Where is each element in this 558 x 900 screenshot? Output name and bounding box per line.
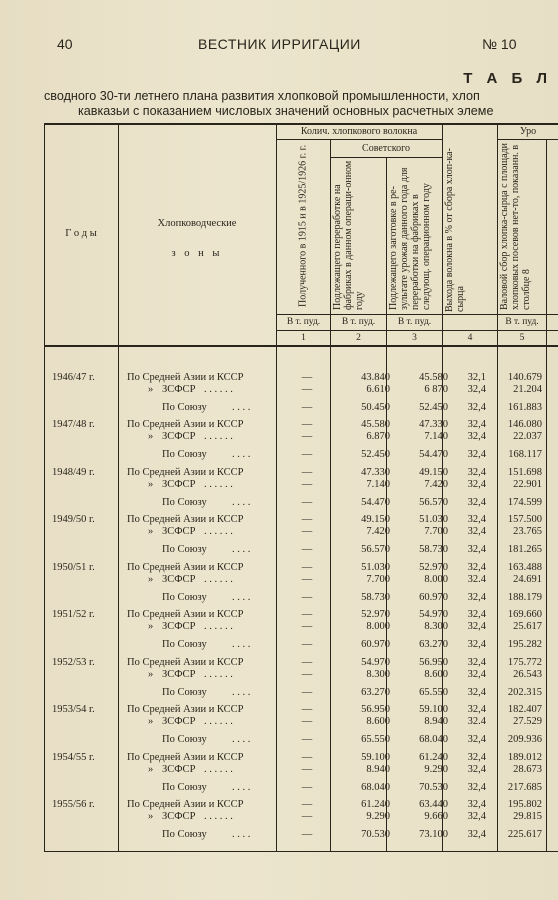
cell-col1: — <box>301 687 313 698</box>
cell-col3: 73.100 <box>419 829 448 840</box>
cell-col5: 140.679 <box>507 372 542 383</box>
leader-dots: . . . . . . <box>204 669 233 680</box>
cell-col1: — <box>301 592 313 603</box>
cell-col2: 8.000 <box>366 621 390 632</box>
row-year: 1950/51 г. <box>52 562 95 573</box>
unit-col2: В т. пуд. <box>341 317 376 327</box>
cell-col4: 32,4 <box>467 782 486 793</box>
cell-col3: 58.730 <box>419 544 448 555</box>
cell-col4: 32,4 <box>467 592 486 603</box>
ditto-mark: » <box>148 669 154 680</box>
cell-col1: — <box>301 704 313 715</box>
row-zone-union: По Союзу <box>162 592 207 603</box>
cell-col5: 22.037 <box>513 431 542 442</box>
cell-col5: 146.080 <box>507 419 542 430</box>
journal-title: ВЕСТНИК ИРРИГАЦИИ <box>198 36 361 52</box>
leader-dots: . . . . <box>232 402 251 413</box>
cell-col5: 175.772 <box>507 657 542 668</box>
cell-col2: 45.580 <box>361 419 390 430</box>
row-year: 1946/47 г. <box>52 372 95 383</box>
cell-col2: 9.290 <box>366 811 390 822</box>
cell-col2: 61.240 <box>361 799 390 810</box>
cell-col5: 174.599 <box>507 497 542 508</box>
cell-col2: 58.730 <box>361 592 390 603</box>
row-year: 1949/50 г. <box>52 514 95 525</box>
cell-col4: 32,4 <box>467 657 486 668</box>
cell-col4: 32,4 <box>467 811 486 822</box>
row-zone-asia: По Средней Азии и КССР <box>127 609 244 620</box>
cell-col4: 32,4 <box>467 419 486 430</box>
cell-col1: — <box>301 467 313 478</box>
cell-col3: 9.660 <box>424 811 448 822</box>
cell-col3: 47.330 <box>419 419 448 430</box>
fiber-group-rule <box>276 139 442 140</box>
ditto-mark: » <box>148 526 154 537</box>
leader-dots: . . . . <box>232 687 251 698</box>
page-number: 40 <box>57 36 73 52</box>
col-rule-1 <box>330 139 331 852</box>
header-col4: Выхода волокна в % от сбора хлоп-ка-сырца <box>444 148 466 312</box>
cell-col4: 32,4 <box>467 829 486 840</box>
cell-col2: 8.300 <box>366 669 390 680</box>
row-zone-asia: По Средней Азии и КССР <box>127 562 244 573</box>
leader-dots: . . . . <box>232 639 251 650</box>
cell-col1: — <box>301 449 313 460</box>
row-zone-zsfsr: ЗСФСР <box>162 716 196 727</box>
cell-col3: 7.140 <box>424 431 448 442</box>
row-zone-union: По Союзу <box>162 639 207 650</box>
cell-col5: 189.012 <box>507 752 542 763</box>
cell-col5: 22.901 <box>513 479 542 490</box>
cell-col5: 209.936 <box>507 734 542 745</box>
row-zone-union: По Союзу <box>162 402 207 413</box>
leader-dots: . . . . <box>232 782 251 793</box>
cell-col3: 51.030 <box>419 514 448 525</box>
cell-col1: — <box>301 752 313 763</box>
cell-col5: 195.802 <box>507 799 542 810</box>
row-zone-asia: По Средней Азии и КССР <box>127 752 244 763</box>
cell-col2: 47.330 <box>361 467 390 478</box>
cell-col5: 161.883 <box>507 402 542 413</box>
header-soviet: Советского <box>362 143 410 154</box>
row-zone-zsfsr: ЗСФСР <box>162 764 196 775</box>
cell-col4: 32,4 <box>467 734 486 745</box>
table-bottom-rule <box>44 851 558 852</box>
cell-col1: — <box>301 716 313 727</box>
cell-col2: 7.420 <box>366 526 390 537</box>
cell-col4: 32.4 <box>467 574 486 585</box>
cell-col1: — <box>301 526 313 537</box>
cell-col3: 63.440 <box>419 799 448 810</box>
leader-dots: . . . . <box>232 829 251 840</box>
cell-col5: 26.543 <box>513 669 542 680</box>
row-year: 1948/49 г. <box>52 467 95 478</box>
cell-col3: 7.700 <box>424 526 448 537</box>
cell-col2: 50.450 <box>361 402 390 413</box>
unit-row-rule <box>276 314 558 315</box>
cell-col4: 32,1 <box>467 372 486 383</box>
cell-col3: 52.970 <box>419 562 448 573</box>
cell-col2: 8.600 <box>366 716 390 727</box>
cell-col1: — <box>301 544 313 555</box>
cell-col1: — <box>301 764 313 775</box>
number-row-rule <box>276 330 558 331</box>
row-year: 1951/52 г. <box>52 609 95 620</box>
ditto-mark: » <box>148 384 154 395</box>
cell-col1: — <box>301 574 313 585</box>
cell-col3: 59.100 <box>419 704 448 715</box>
cell-col4: 32.4 <box>467 716 486 727</box>
cell-col4: 32,4 <box>467 621 486 632</box>
row-year: 1953/54 г. <box>52 704 95 715</box>
row-zone-zsfsr: ЗСФСР <box>162 574 196 585</box>
colnum-1: 1 <box>301 333 306 343</box>
cell-col4: 32,4 <box>467 514 486 525</box>
row-zone-union: По Союзу <box>162 734 207 745</box>
header-bottom-rule <box>44 345 558 347</box>
cell-col1: — <box>301 372 313 383</box>
cell-col3: 8.600 <box>424 669 448 680</box>
cell-col4: 32,4 <box>467 479 486 490</box>
header-zones-1: Хлопководческие <box>157 218 237 229</box>
cell-col2: 7.700 <box>366 574 390 585</box>
cell-col4: 32,4 <box>467 467 486 478</box>
cell-col2: 6.870 <box>366 431 390 442</box>
cell-col3: 68.040 <box>419 734 448 745</box>
col-rule-years <box>118 123 119 852</box>
cell-col1: — <box>301 431 313 442</box>
cell-col1: — <box>301 562 313 573</box>
row-zone-union: По Союзу <box>162 782 207 793</box>
unit-col3: В т. пуд. <box>397 317 432 327</box>
cell-col1: — <box>301 669 313 680</box>
col-rule-5 <box>546 139 547 852</box>
cell-col2: 54.470 <box>361 497 390 508</box>
cell-col4: 32,4 <box>467 752 486 763</box>
cell-col1: — <box>301 621 313 632</box>
row-zone-union: По Союзу <box>162 687 207 698</box>
cell-col3: 6 870 <box>424 384 448 395</box>
row-zone-zsfsr: ЗСФСР <box>162 384 196 395</box>
table-heading: Т А Б Л <box>463 70 552 87</box>
ditto-mark: » <box>148 431 154 442</box>
cell-col1: — <box>301 782 313 793</box>
cell-col4: 32,4 <box>467 562 486 573</box>
cell-col4: 32,4 <box>467 764 486 775</box>
cell-col3: 70.530 <box>419 782 448 793</box>
row-zone-zsfsr: ЗСФСР <box>162 621 196 632</box>
cell-col5: 181.265 <box>507 544 542 555</box>
cell-col3: 54.970 <box>419 609 448 620</box>
row-zone-zsfsr: ЗСФСР <box>162 669 196 680</box>
cell-col3: 8.300 <box>424 621 448 632</box>
unit-col5: В т. пуд. <box>505 317 539 327</box>
cell-col5: 195.282 <box>507 639 542 650</box>
leader-dots: . . . . <box>232 497 251 508</box>
cell-col4: 32,4 <box>467 544 486 555</box>
leader-dots: . . . . . . <box>204 574 233 585</box>
row-zone-zsfsr: ЗСФСР <box>162 479 196 490</box>
row-year: 1947/48 г. <box>52 419 95 430</box>
cell-col2: 43.840 <box>361 372 390 383</box>
row-year: 1952/53 г. <box>52 657 95 668</box>
cell-col5: 25.617 <box>513 621 542 632</box>
header-zones-2: з о н ы <box>171 248 223 259</box>
leader-dots: . . . . . . <box>204 479 233 490</box>
cell-col4: 32,4 <box>467 497 486 508</box>
leader-dots: . . . . . . <box>204 384 233 395</box>
cell-col2: 8.940 <box>366 764 390 775</box>
cell-col2: 59.100 <box>361 752 390 763</box>
leader-dots: . . . . . . <box>204 716 233 727</box>
cell-col3: 52.450 <box>419 402 448 413</box>
header-yield-group: Уро <box>519 126 537 137</box>
cell-col2: 60.970 <box>361 639 390 650</box>
unit-col1: В т. пуд. <box>286 317 321 327</box>
ditto-mark: » <box>148 479 154 490</box>
cell-col3: 54.470 <box>419 449 448 460</box>
cell-col5: 225.617 <box>507 829 542 840</box>
leader-dots: . . . . . . <box>204 526 233 537</box>
row-zone-union: По Союзу <box>162 449 207 460</box>
cell-col1: — <box>301 609 313 620</box>
cell-col1: — <box>301 829 313 840</box>
leader-dots: . . . . . . <box>204 811 233 822</box>
row-zone-asia: По Средней Азии и КССР <box>127 372 244 383</box>
colnum-5: 5 <box>519 333 525 343</box>
cell-col4: 32,4 <box>467 526 486 537</box>
cell-col5: 217.685 <box>507 782 542 793</box>
cell-col5: 182.407 <box>507 704 542 715</box>
cell-col2: 52.970 <box>361 609 390 620</box>
cell-col4: 32,4 <box>467 609 486 620</box>
cell-col2: 51.030 <box>361 562 390 573</box>
cell-col4: 32,4 <box>467 669 486 680</box>
cell-col3: 9.290 <box>424 764 448 775</box>
cell-col5: 29.815 <box>513 811 542 822</box>
leader-dots: . . . . . . <box>204 764 233 775</box>
colnum-3: 3 <box>412 333 417 343</box>
ditto-mark: » <box>148 574 154 585</box>
cell-col4: 32,4 <box>467 639 486 650</box>
header-col5: Валовой сбор хлопка-сырца с площади хлопковых посевов нет-то, показанн. в столбце 8 <box>499 143 532 310</box>
cell-col2: 63.270 <box>361 687 390 698</box>
row-zone-asia: По Средней Азии и КССР <box>127 799 244 810</box>
cell-col2: 70.530 <box>361 829 390 840</box>
cell-col2: 49.150 <box>361 514 390 525</box>
cell-col2: 52.450 <box>361 449 390 460</box>
cell-col3: 56.950 <box>419 657 448 668</box>
cell-col4: 32,4 <box>467 799 486 810</box>
issue-number: № 10 <box>482 36 517 52</box>
cell-col3: 7.420 <box>424 479 448 490</box>
table-subtitle-line2: кавказьи с показанием числовых значений основных расчетных элеме <box>78 104 494 118</box>
cell-col1: — <box>301 514 313 525</box>
cell-col3: 56.570 <box>419 497 448 508</box>
row-zone-union: По Союзу <box>162 544 207 555</box>
header-col2: Подлежащего переработке на фабриках в данном операци-онном году <box>332 160 365 310</box>
cell-col1: — <box>301 497 313 508</box>
col-rule-left <box>44 123 45 852</box>
cell-col2: 65.550 <box>361 734 390 745</box>
cell-col5: 157.500 <box>507 514 542 525</box>
leader-dots: . . . . <box>232 592 251 603</box>
cell-col5: 202.315 <box>507 687 542 698</box>
cell-col1: — <box>301 657 313 668</box>
row-zone-zsfsr: ЗСФСР <box>162 811 196 822</box>
cell-col5: 188.179 <box>507 592 542 603</box>
ditto-mark: » <box>148 811 154 822</box>
cell-col4: 32,4 <box>467 384 486 395</box>
ditto-mark: » <box>148 621 154 632</box>
cell-col5: 27.529 <box>513 716 542 727</box>
cell-col4: 32,4 <box>467 449 486 460</box>
cell-col2: 56.570 <box>361 544 390 555</box>
cell-col4: 32,4 <box>467 687 486 698</box>
cell-col2: 54.970 <box>361 657 390 668</box>
cell-col5: 21.204 <box>513 384 542 395</box>
table-subtitle-line1: сводного 30-ти летнего плана развития хлопковой промышленности, хлоп <box>44 89 480 103</box>
cell-col1: — <box>301 734 313 745</box>
header-fiber-group: Колич. хлопкового волокна <box>300 126 418 137</box>
row-zone-union: По Союзу <box>162 829 207 840</box>
cell-col1: — <box>301 639 313 650</box>
cell-col3: 8.000 <box>424 574 448 585</box>
cell-col3: 60.970 <box>419 592 448 603</box>
cell-col2: 6.610 <box>366 384 390 395</box>
row-year: 1955/56 г. <box>52 799 95 810</box>
row-zone-asia: По Средней Азии и КССР <box>127 419 244 430</box>
colnum-4: 4 <box>467 333 473 343</box>
header-years: Г о д ы <box>65 228 97 239</box>
cell-col5: 168.117 <box>508 449 542 460</box>
cell-col4: 32,4 <box>467 431 486 442</box>
row-zone-zsfsr: ЗСФСР <box>162 431 196 442</box>
row-zone-asia: По Средней Азии и КССР <box>127 657 244 668</box>
leader-dots: . . . . <box>232 449 251 460</box>
cell-col3: 61.240 <box>419 752 448 763</box>
cell-col3: 49.150 <box>419 467 448 478</box>
cell-col5: 23.765 <box>513 526 542 537</box>
colnum-2: 2 <box>356 333 361 343</box>
ditto-mark: » <box>148 764 154 775</box>
row-zone-asia: По Средней Азии и КССР <box>127 467 244 478</box>
row-zone-asia: По Средней Азии и КССР <box>127 704 244 715</box>
cell-col2: 7.140 <box>366 479 390 490</box>
row-zone-asia: По Средней Азии и КССР <box>127 514 244 525</box>
leader-dots: . . . . . . <box>204 621 233 632</box>
cell-col3: 65.550 <box>419 687 448 698</box>
cell-col5: 169.660 <box>507 609 542 620</box>
cell-col5: 24.691 <box>513 574 542 585</box>
cell-col1: — <box>301 479 313 490</box>
cell-col4: 32,4 <box>467 402 486 413</box>
cell-col3: 8.940 <box>424 716 448 727</box>
table-top-rule <box>44 123 558 125</box>
running-header <box>0 36 558 56</box>
cell-col1: — <box>301 419 313 430</box>
row-year: 1954/55 г. <box>52 752 95 763</box>
cell-col3: 63.270 <box>419 639 448 650</box>
cell-col2: 56.950 <box>361 704 390 715</box>
col-rule-zones <box>276 123 277 852</box>
cell-col1: — <box>301 402 313 413</box>
row-zone-union: По Союзу <box>162 497 207 508</box>
cell-col5: 163.488 <box>507 562 542 573</box>
cell-col1: — <box>301 811 313 822</box>
cell-col1: — <box>301 384 313 395</box>
cell-col3: 45.580 <box>419 372 448 383</box>
cell-col4: 32,4 <box>467 704 486 715</box>
cell-col2: 68.040 <box>361 782 390 793</box>
leader-dots: . . . . <box>232 544 251 555</box>
ditto-mark: » <box>148 716 154 727</box>
cell-col5: 151.698 <box>507 467 542 478</box>
cell-col1: — <box>301 799 313 810</box>
col-rule-4 <box>497 123 498 852</box>
leader-dots: . . . . <box>232 734 251 745</box>
cell-col5: 28.673 <box>513 764 542 775</box>
header-col1: Полученного в 1915 и в 1925/1926 г. г. <box>297 144 309 308</box>
row-zone-zsfsr: ЗСФСР <box>162 526 196 537</box>
header-col3: Подлежащего заготовке в ре-зультате урожая данного года для переработки на фабриках в следующ. операционном году <box>388 167 432 310</box>
leader-dots: . . . . . . <box>204 431 233 442</box>
yield-group-rule <box>497 139 558 140</box>
